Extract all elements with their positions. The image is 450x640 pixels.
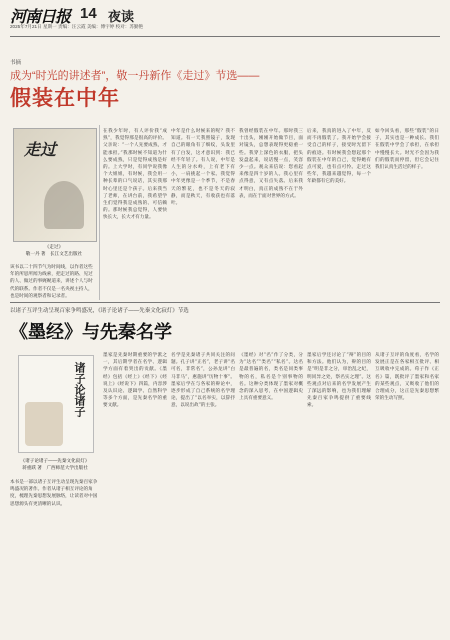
article2-column-5: 从诸子互评的角度看，名学的发展正是在各家相互批评、相互吸收中完成的。荀子作《正名》篇，既批评了墨家和名家的某些观点，又吸收了他们的合理成分，这正是先秦思想繁荣的生动写照。 xyxy=(375,353,439,402)
article2-editor-note: 本书是一部以诸子互评生动呈现先秦百家争鸣盛况的著作。作者从诸子相互评论的角度，梳理先秦思想发展脉络，让读者对中国思想源头有更清晰的认识。 xyxy=(10,479,98,506)
book-cover-zhuzi xyxy=(18,355,94,453)
header-rule xyxy=(10,36,440,37)
newspaper-logo: 河南日报 xyxy=(10,7,71,26)
article1-book-caption: 《走过》 敬一丹 著 长江文艺出版社 xyxy=(25,244,83,256)
section-title: 夜读 xyxy=(108,10,135,25)
article1-column-2: 中年是什么时候来的呢？我不知道。有一天我照镜子，发现自己的眼角有了细纹，头发里有了白发，这才意识到：我已经不年轻了。有人说，中年是人生的分水岭，上有老下有小，一肩挑起一个家。我觉得中年更像是一个季节，不是春天的繁花，也不是冬天的寂静，而是秋天，有收获也有落叶。 xyxy=(171,129,235,207)
article2-headline: 《墨经》与先秦名学 xyxy=(10,322,172,342)
article2-column-1: 墨家是先秦时期重要的学派之一，其后期学者在名学、逻辑学方面有着突出的贡献。《墨经》包括《经上》《经下》《经说上》《经说下》四篇，内容涉及认识论、逻辑学、自然科学等多个方面，是先秦名学的重要文献。 xyxy=(103,353,167,409)
article1-column-3: 我曾经假装在中年。那时我三十出头，刚刚开始做节目，面对镜头，总想表现得更稳重一些。我穿上深色的衣服，把头发盘起来，说话慢一点，笑容少一点。观众来信说：您看起来像是四十岁的人。我心里有点得意，又有点失落。后来我才明白，真正的成熟不在于外表，而在于面对世界的方式。 xyxy=(239,129,303,199)
book-cover-zouguo xyxy=(13,128,97,242)
article1-column-4: 后来，我真的进入了中年，反而不再假装了。我开始学会接受自己的样子，接受时光留下的痕迹。有时候我会想起那个假装在中年的自己，觉得她有点可爱，也有点可怜。走过这些年，我越来越觉得，每一个年龄都有它的美好。 xyxy=(307,129,371,185)
book-cover-title-2: 诸子论诸子 xyxy=(73,362,86,417)
column-divider xyxy=(99,125,100,300)
article2-column-3: 《墨经》对“名”作了分类，分为“达名”“类名”“私名”。达名是最普遍的名，类名是同类事物的名，私名是个别事物的名。这种分类体现了墨家对概念的深入思考，在中国逻辑史上具有重要意义。 xyxy=(239,353,303,402)
article1-editor-note: 该书以二十四节气为时间线，以作者这些年的所思所闻为线索，把走过的路、见过的人、做过的事娓娓道来，讲述个人与时代的联系。作者不仅是一名央视主持人，也是时间的观察者和记录者。 xyxy=(10,264,93,298)
book-cover-title: 走过 xyxy=(24,140,57,159)
dateline: 2025年7月21日 星期一 责编：汪云霞 美编：傅宇婷 校对：苏勤艳 xyxy=(10,24,144,29)
article1-column-5: 如今回头看，那些“假装”的日子，其实也是一种成长。我们在假装中学会了承担，在承担中慢慢长大。时光不会因为我们的假装而停留，但它会记住我们认真生活过的样子。 xyxy=(375,129,439,171)
page-number: 14 xyxy=(80,5,97,22)
article2-kicker: 以诸子互评生动呈现百家争鸣盛况，《诸子论诸子——先秦文化寂灯》节选 xyxy=(10,308,189,314)
article1-kicker: 书摘 xyxy=(10,60,22,66)
article2-book-caption: 《诸子论诸子——先秦文化寂灯》 蒋重跃 著 广西师范大学出版社 xyxy=(20,458,90,470)
article1-headline: 假装在中年 xyxy=(10,87,120,110)
article2-column-4: 墨家后学还讨论了“辩”的目的和方法。他们认为，辩的目的是“明是非之分，审治乱之纪，明同异之处，察名实之理”。这些观点对后来的名学发展产生了深远的影响，也为我们理解先秦百家争鸣提供了重要线索。 xyxy=(307,353,371,409)
masthead xyxy=(10,4,440,36)
article2-column-2: 名学是先秦诸子共同关注的问题。孔子讲“正名”，老子讲“名可名，非常名”，公孙龙讲“白马非马”，惠施讲“历物十事”。墨家后学在与各家的辩论中，逐步形成了自己系统的名学理论，提出了“以名举实，以辞抒意，以说出故”的主张。 xyxy=(171,353,235,409)
article-separator xyxy=(10,302,440,303)
article1-column-1: 在我少年时，有人评价我“成熟”，我觉得那是很高的评价。父亲说：“一个人先要成熟，才能承担。”我那时候不知道为什么要成熟，只是觉得成熟是好的。上大学时，有同学说我像个大姐姐，有时候，我会用一种长辈的口气说话，其实我那时心里还是个孩子。后来我当了老师，在讲台前，我希望学生们觉得我是成熟的、可信赖的。那时候我总觉得，人要快快长大，长大才有力量。 xyxy=(103,129,167,221)
cover-figure-image-2 xyxy=(25,402,63,446)
cover-figure-image xyxy=(44,181,84,229)
article1-subtitle: 成为“时光的讲述者”，敬一丹新作《走过》节选—— xyxy=(10,70,260,82)
